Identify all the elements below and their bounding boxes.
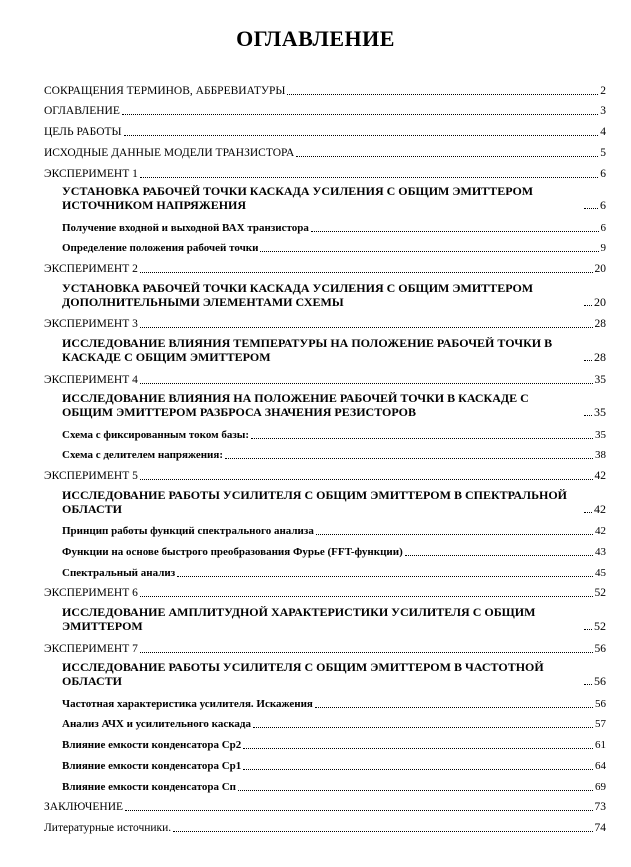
toc-entry-page-number: 56 [594, 674, 606, 688]
toc-entry-page-number: 61 [595, 739, 606, 751]
toc-subsection-entry[interactable] [62, 545, 606, 559]
toc-entry-page-number: 69 [595, 781, 606, 793]
dot-leader [584, 684, 592, 685]
toc-section-entry[interactable] [44, 125, 606, 139]
toc-entry-page-number: 2 [600, 85, 606, 97]
dot-leader [584, 415, 592, 416]
toc-section-entry[interactable] [44, 104, 606, 118]
dot-leader [122, 114, 598, 115]
toc-entry-title: ЭКСПЕРИМЕНТ 7 [44, 643, 138, 655]
dot-leader [584, 629, 592, 630]
toc-entry-title: Определение положения рабочей точки [62, 242, 259, 254]
toc-entry-title: ЭКСПЕРИМЕНТ 5 [44, 470, 138, 482]
dot-leader [316, 534, 593, 535]
toc-entry-page-number: 52 [594, 619, 606, 633]
toc-entry-title: ИССЛЕДОВАНИЕ АМПЛИТУДНОЙ ХАРАКТЕРИСТИКИ УСИЛИТЕЛЯ С ОБЩИМ ЭМИТТЕРОМ [62, 605, 536, 633]
toc-section-entry[interactable] [44, 800, 606, 814]
dot-leader [253, 727, 593, 728]
toc-subsection-entry[interactable] [62, 759, 606, 773]
toc-entry-title: Влияние емкости конденсатора Ср1 [62, 760, 242, 772]
dot-leader [296, 156, 598, 157]
toc-section-entry[interactable] [44, 262, 606, 276]
toc-entry-title: Получение входной и выходной ВАХ транзистора [62, 222, 309, 234]
toc-chapter-entry[interactable] [62, 488, 606, 516]
toc-chapter-entry[interactable] [62, 660, 606, 688]
toc-entry-page-number: 35 [594, 374, 606, 386]
dot-leader [140, 177, 598, 178]
toc-section-entry[interactable] [44, 469, 606, 483]
toc-entry-title: ИССЛЕДОВАНИЕ РАБОТЫ УСИЛИТЕЛЯ С ОБЩИМ ЭМИТТЕРОМ В СПЕКТРАЛЬНОЙ ОБЛАСТИ [62, 488, 568, 516]
dot-leader [124, 135, 599, 136]
toc-entry-title: Схема с делителем напряжения: [62, 449, 223, 461]
toc-entry-title: СОКРАЩЕНИЯ ТЕРМИНОВ, АББРЕВИАТУРЫ [44, 85, 286, 97]
toc-subsection-entry[interactable] [62, 428, 606, 442]
toc-entry-page-number: 20 [594, 295, 606, 309]
dot-leader [125, 810, 592, 811]
toc-section-entry[interactable] [44, 373, 606, 387]
dot-leader [140, 272, 593, 273]
toc-entry-title: ОГЛАВЛЕНИЕ [44, 105, 120, 117]
toc-subsection-entry[interactable] [62, 241, 606, 255]
toc-entry-page-number: 3 [600, 105, 606, 117]
dot-leader [584, 512, 592, 513]
toc-subsection-entry[interactable] [62, 717, 606, 731]
toc-entry-page-number: 28 [594, 350, 606, 364]
toc-entry-page-number: 20 [594, 263, 606, 275]
dot-leader [140, 596, 593, 597]
toc-entry-title: ЭКСПЕРИМЕНТ 6 [44, 587, 138, 599]
toc-entry-page-number: 38 [595, 449, 606, 461]
toc-section-entry[interactable] [44, 167, 606, 181]
toc-entry-page-number: 42 [594, 502, 606, 516]
toc-entry-page-number: 35 [595, 429, 606, 441]
toc-entry-page-number: 45 [595, 567, 606, 579]
toc-section-entry[interactable] [44, 84, 606, 98]
toc-entry-title: ЦЕЛЬ РАБОТЫ [44, 126, 122, 138]
toc-entry-title: Влияние емкости конденсатора Ср2 [62, 739, 242, 751]
toc-subsection-entry[interactable] [62, 524, 606, 538]
dot-leader [287, 94, 598, 95]
toc-entry-page-number: 9 [600, 242, 606, 254]
toc-chapter-entry[interactable] [62, 184, 606, 212]
toc-entry-title: Анализ АЧХ и усилительного каскада [62, 718, 251, 730]
toc-section-entry[interactable] [44, 586, 606, 600]
toc-entry-title: Спектральный анализ [62, 567, 176, 579]
toc-entry-title: Частотная характеристика усилителя. Искажения [62, 698, 313, 710]
toc-section-entry[interactable] [44, 642, 606, 656]
toc-entry-title: ЭКСПЕРИМЕНТ 4 [44, 374, 138, 386]
toc-entry-title: УСТАНОВКА РАБОЧЕЙ ТОЧКИ КАСКАДА УСИЛЕНИЯ С ОБЩИМ ЭМИТТЕРОМ ДОПОЛНИТЕЛЬНЫМИ ЭЛЕМЕНТАМИ СХЕМЫ [62, 281, 534, 309]
toc-entry-page-number: 56 [594, 643, 606, 655]
toc-entry-title: Функции на основе быстрого преобразования Фурье (FFT-функции) [62, 546, 403, 558]
toc-entry-page-number: 42 [595, 525, 606, 537]
toc-entry-title: ЭКСПЕРИМЕНТ 1 [44, 168, 138, 180]
toc-chapter-entry[interactable] [62, 336, 606, 364]
dot-leader [225, 458, 593, 459]
toc-entry-title: ИССЛЕДОВАНИЕ ВЛИЯНИЯ ТЕМПЕРАТУРЫ НА ПОЛОЖЕНИЕ РАБОЧЕЙ ТОЧКИ В КАСКАДЕ С ОБЩИМ ЭМИТТЕРОМ [62, 336, 553, 364]
dot-leader [243, 769, 593, 770]
toc-subsection-entry[interactable] [62, 738, 606, 752]
toc-section-entry[interactable] [44, 821, 606, 835]
dot-leader [243, 748, 593, 749]
dot-leader [405, 555, 593, 556]
dot-leader [140, 479, 593, 480]
toc-entry-page-number: 5 [600, 147, 606, 159]
toc-subsection-entry[interactable] [62, 697, 606, 711]
toc-entry-title: Схема с фиксированным током базы: [62, 429, 250, 441]
dot-leader [260, 251, 598, 252]
toc-entry-page-number: 4 [600, 126, 606, 138]
toc-entry-page-number: 28 [594, 318, 606, 330]
toc-entry-page-number: 64 [595, 760, 606, 772]
toc-subsection-entry[interactable] [62, 221, 606, 235]
dot-leader [140, 327, 593, 328]
toc-entry-title: ЭКСПЕРИМЕНТ 2 [44, 263, 138, 275]
toc-entry-page-number: 57 [595, 718, 606, 730]
toc-entry-page-number: 35 [594, 405, 606, 419]
toc-chapter-entry[interactable] [62, 281, 606, 309]
toc-entry-page-number: 6 [600, 198, 606, 212]
toc-entry-page-number: 43 [595, 546, 606, 558]
toc-entry-page-number: 52 [594, 587, 606, 599]
toc-section-entry[interactable] [44, 317, 606, 331]
dot-leader [140, 652, 593, 653]
dot-leader [584, 208, 598, 209]
toc-entry-title: УСТАНОВКА РАБОЧЕЙ ТОЧКИ КАСКАДА УСИЛЕНИЯ С ОБЩИМ ЭМИТТЕРОМ ИСТОЧНИКОМ НАПРЯЖЕНИЯ [62, 184, 534, 212]
toc-entry-title: ИССЛЕДОВАНИЕ РАБОТЫ УСИЛИТЕЛЯ С ОБЩИМ ЭМИТТЕРОМ В ЧАСТОТНОЙ ОБЛАСТИ [62, 660, 544, 688]
toc-chapter-entry[interactable] [62, 605, 606, 633]
dot-leader [173, 831, 592, 832]
toc-entry-title: ЗАКЛЮЧЕНИЕ [44, 801, 124, 813]
toc-entry-page-number: 6 [600, 168, 606, 180]
toc-entry-page-number: 73 [594, 801, 606, 813]
toc-subsection-entry[interactable] [62, 780, 606, 794]
dot-leader [251, 438, 593, 439]
toc-subsection-entry[interactable] [62, 566, 606, 580]
dot-leader [315, 707, 593, 708]
toc-entry-title: Принцип работы функций спектрального анализа [62, 525, 314, 537]
toc-chapter-entry[interactable] [62, 391, 606, 419]
toc-section-entry[interactable] [44, 146, 606, 160]
toc-entry-page-number: 56 [595, 698, 606, 710]
toc-entry-page-number: 6 [600, 222, 606, 234]
toc-entry-page-number: 74 [594, 822, 606, 834]
dot-leader [238, 790, 593, 791]
toc-entry-title: ИССЛЕДОВАНИЕ ВЛИЯНИЯ НА ПОЛОЖЕНИЕ РАБОЧЕЙ ТОЧКИ В КАСКАДЕ С ОБЩИМ ЭМИТТЕРОМ РАЗБРОСА ЗНАЧЕНИЯ РЕЗИСТОРОВ [62, 391, 529, 419]
toc-entry-title: ИСХОДНЫЕ ДАННЫЕ МОДЕЛИ ТРАНЗИСТОРА [44, 147, 295, 159]
toc-subsection-entry[interactable] [62, 448, 606, 462]
toc-entry-title: Литературные источники. [44, 822, 172, 834]
toc-entry-page-number: 42 [594, 470, 606, 482]
dot-leader [584, 360, 592, 361]
page-title: ОГЛАВЛЕНИЕ [236, 26, 395, 51]
toc-entry-title: Влияние емкости конденсатора Сп [62, 781, 237, 793]
toc-entry-title: ЭКСПЕРИМЕНТ 3 [44, 318, 138, 330]
dot-leader [177, 576, 593, 577]
dot-leader [584, 305, 592, 306]
dot-leader [140, 383, 593, 384]
dot-leader [311, 231, 599, 232]
